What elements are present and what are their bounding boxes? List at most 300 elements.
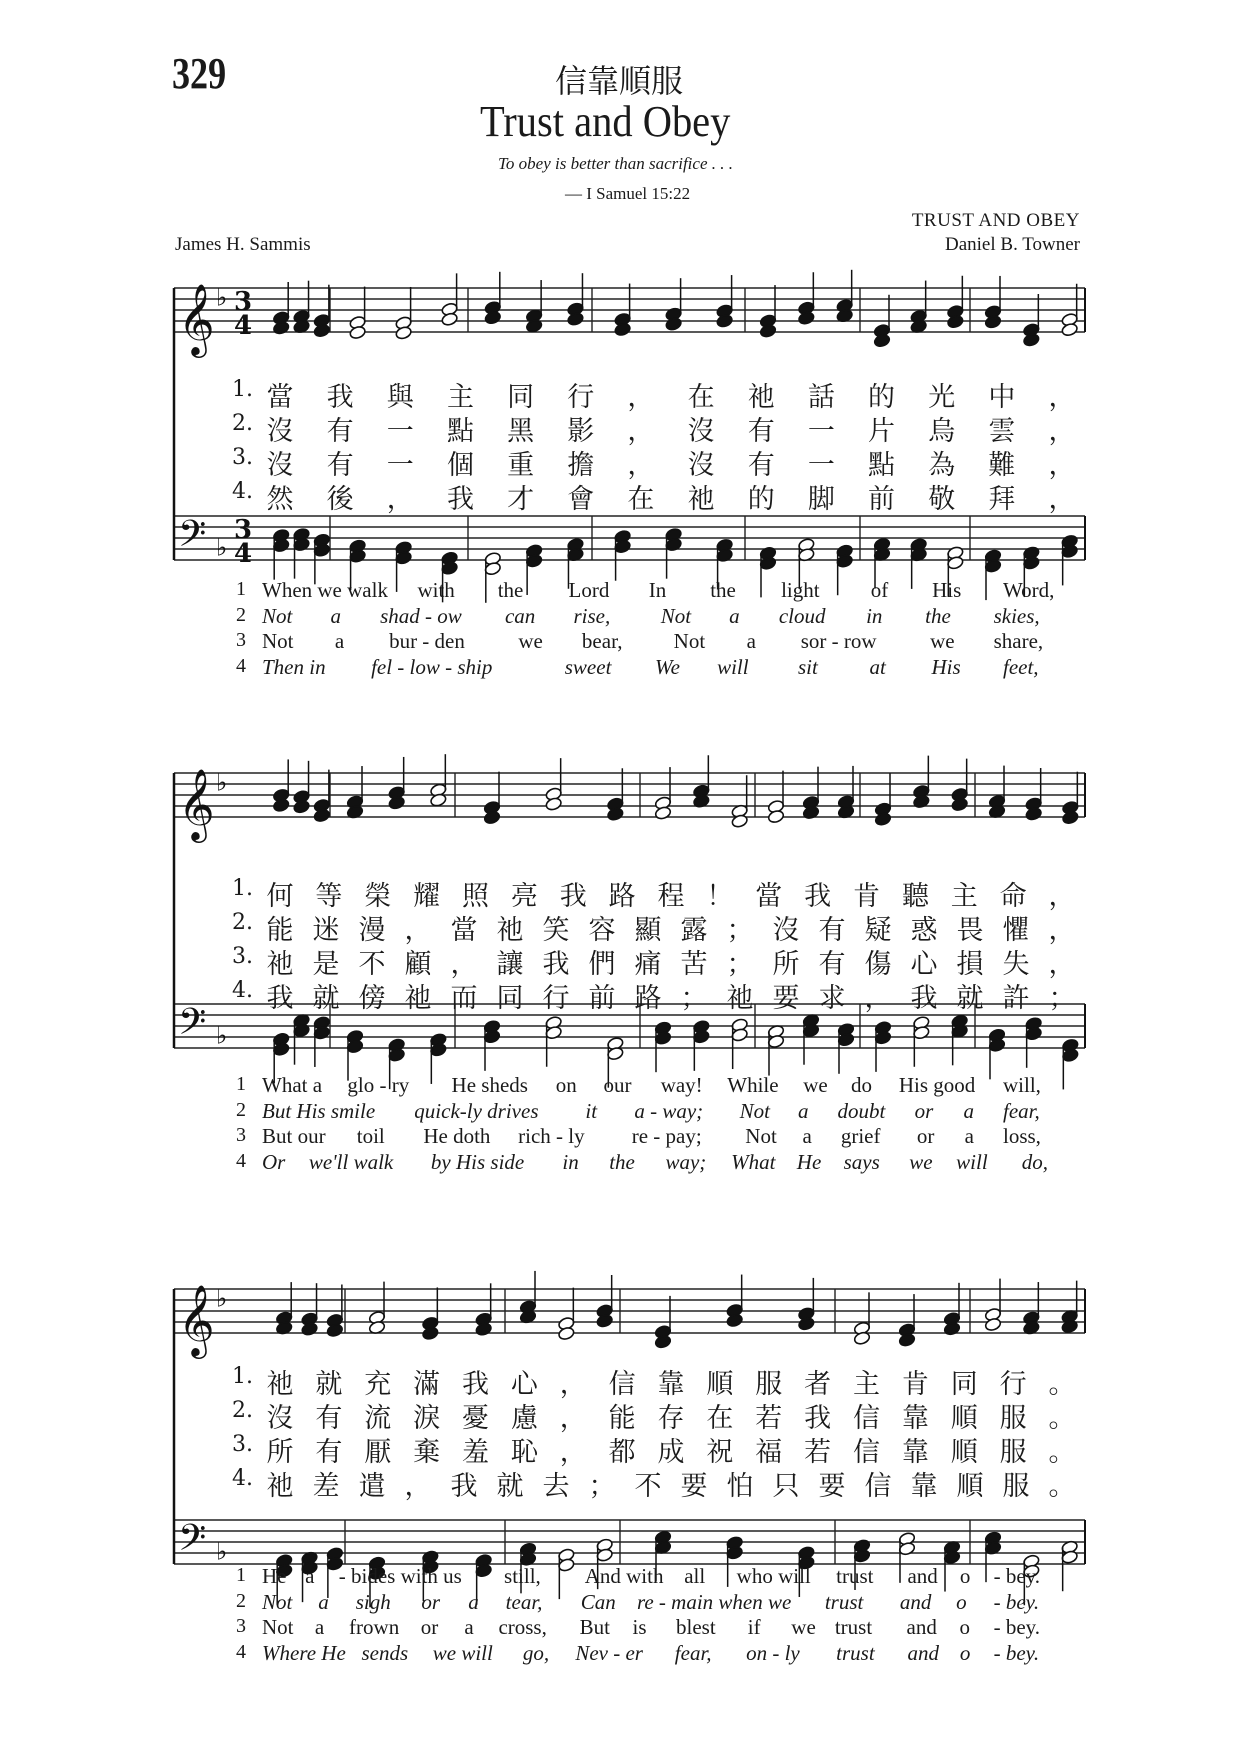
zh-character: 行 [567, 382, 595, 413]
zh-character: 一 [386, 450, 414, 481]
zh-character: 路 [634, 983, 662, 1014]
zh-character: 祂 [747, 382, 775, 413]
treble-clef: 𝄞 [178, 282, 215, 355]
zh-character: 心 [910, 949, 938, 980]
zh-character: 服 [999, 1437, 1027, 1468]
zh-character: 就 [315, 1369, 343, 1400]
en-lyric-word: will, [1003, 1073, 1041, 1097]
en-lyric-word: re - main when we [636, 1589, 792, 1614]
zh-character: ， [1048, 949, 1076, 980]
en-lyric-word: toil [356, 1124, 385, 1148]
zh-character: 順 [950, 1437, 978, 1468]
en-lyric-word: way! [660, 1073, 703, 1097]
en-lyric-word: But [579, 1615, 610, 1639]
zh-character: ， [1048, 881, 1076, 912]
zh-character: ； [588, 1471, 616, 1502]
en-verse-number: 2 [236, 603, 246, 626]
en-verse-number: 2 [236, 1098, 246, 1121]
en-lyric-word: will [717, 654, 749, 679]
en-verse-number: 3 [236, 629, 246, 651]
en-lyric-word: Not [660, 603, 692, 628]
flat-sign: ♭ [216, 768, 228, 797]
en-lyric-word: a [729, 603, 740, 628]
bass-clef: 𝄢 [178, 1001, 207, 1052]
en-lyric-word: His [931, 654, 961, 679]
zh-character: 靠 [910, 1471, 938, 1502]
en-lyric-word: a [964, 1124, 974, 1148]
composer: Daniel B. Towner [945, 234, 1080, 255]
zh-character: 同 [507, 382, 535, 413]
en-lyric-word: His [932, 578, 962, 602]
en-lyric-word: or [914, 1098, 934, 1123]
tune-name: TRUST AND OBEY [911, 210, 1080, 231]
en-lyric-word: who will [736, 1564, 811, 1588]
zh-character: ， [627, 382, 655, 413]
zh-character: 能 [266, 915, 294, 946]
zh-character: 我 [462, 1369, 489, 1400]
zh-character: 要 [680, 1471, 708, 1502]
zh-character: 能 [608, 1403, 636, 1434]
zh-character: 去 [542, 1471, 570, 1502]
zh-character: 當 [266, 382, 294, 413]
zh-character: 靠 [901, 1403, 929, 1434]
zh-character: 一 [807, 450, 835, 481]
zh-character: 耀 [413, 881, 441, 912]
en-lyric-word: Then in [262, 654, 326, 679]
en-lyric-word: with [417, 578, 455, 602]
zh-character: 福 [755, 1437, 783, 1468]
en-lyric-word: sends [361, 1640, 409, 1665]
en-lyric-word: and [906, 1615, 937, 1639]
zh-character: 。 [1048, 1369, 1076, 1400]
en-lyric-word: and [907, 1564, 938, 1588]
zh-character: 在 [627, 484, 655, 515]
lyricist: James H. Sammis [175, 234, 311, 255]
zh-character: 信 [853, 1403, 880, 1434]
en-lyric-word: He [796, 1149, 822, 1174]
en-lyric-word: Not [262, 629, 294, 653]
zh-character: 。 [1048, 1437, 1076, 1468]
zh-character: 行 [999, 1369, 1027, 1400]
en-lyric-word: can [504, 603, 536, 628]
en-lyric-word: - bides with us [338, 1564, 462, 1588]
en-lyric-word: do, [1021, 1149, 1049, 1174]
en-lyric-word: bur - den [389, 629, 465, 653]
epigraph: To obey is better than sacrifice . . . [498, 154, 733, 173]
zh-character: 而 [450, 983, 478, 1014]
scripture-citation: — I Samuel 15:22 [565, 184, 691, 203]
zh-character: 憂 [462, 1403, 489, 1434]
en-lyric-word: a [305, 1564, 315, 1588]
zh-character: 服 [999, 1403, 1027, 1434]
zh-character: 我 [542, 949, 570, 980]
zh-character: 沒 [772, 915, 800, 946]
zh-character: 祂 [266, 1471, 294, 1502]
zh-character: 點 [446, 416, 474, 447]
zh-verse-number: 4. [232, 479, 253, 504]
zh-character: 恥 [510, 1437, 538, 1468]
en-lyric-word: Or [262, 1149, 286, 1174]
zh-character: 羞 [462, 1437, 489, 1468]
en-lyric-word: - bey. [993, 1615, 1041, 1639]
en-lyric-word: What a [262, 1073, 323, 1097]
zh-character: ， [1048, 484, 1076, 515]
zh-character: 祂 [266, 949, 294, 980]
zh-character: ； [726, 915, 754, 946]
en-lyric-word: While [727, 1073, 779, 1097]
en-lyric-word: Nev - er [575, 1640, 643, 1665]
en-lyric-word: at [869, 654, 886, 679]
bass-clef: 𝄢 [178, 1517, 207, 1568]
zh-character: 就 [956, 983, 984, 1014]
zh-verse-number: 3. [232, 445, 253, 470]
zh-character: 許 [1002, 983, 1030, 1014]
en-lyric-word: tear, [505, 1589, 543, 1614]
zh-character: ， [386, 484, 414, 515]
zh-character: ， [404, 915, 432, 946]
en-lyric-word: quick-ly drives [414, 1098, 539, 1123]
zh-character: 擔 [567, 450, 595, 481]
zh-verse-number: 1. [232, 377, 253, 402]
zh-character: ， [1048, 416, 1076, 447]
zh-character: 何 [266, 881, 294, 912]
en-lyric-word: sit [797, 654, 818, 679]
zh-character: 服 [755, 1369, 783, 1400]
time-signature-bottom: 4 [234, 311, 253, 341]
en-lyric-word: our [603, 1073, 632, 1097]
zh-character: 損 [956, 949, 984, 980]
zh-character: 靠 [901, 1437, 929, 1468]
en-lyric-word: a [314, 1615, 325, 1639]
zh-character: 要 [818, 1471, 846, 1502]
en-lyric-word: - bey. [993, 1640, 1040, 1665]
zh-character: 充 [364, 1369, 392, 1400]
en-lyric-word: Not [739, 1098, 770, 1123]
chinese-title: 信靠順服 [555, 62, 684, 100]
zh-character: 沒 [266, 1403, 294, 1434]
zh-character: 惑 [910, 915, 938, 946]
zh-character: 成 [657, 1437, 685, 1468]
en-lyric-word: by His side [430, 1149, 525, 1174]
zh-character: 後 [326, 484, 354, 515]
zh-character: 我 [450, 1471, 478, 1502]
en-lyric-word: fear, [1003, 1098, 1040, 1123]
zh-character: 淚 [413, 1403, 441, 1434]
zh-character: 求 [818, 983, 846, 1014]
flat-sign: ♭ [216, 1537, 228, 1566]
zh-character: 沒 [687, 416, 715, 447]
zh-character: 的 [868, 382, 896, 413]
en-lyric-word: still, [504, 1564, 541, 1588]
zh-character: 沒 [687, 450, 715, 481]
zh-character: 才 [507, 484, 535, 515]
flat-sign: ♭ [216, 1021, 228, 1050]
english-title: Trust and Obey [480, 97, 731, 146]
zh-character: 遣 [358, 1471, 386, 1502]
en-lyric-word: a [963, 1098, 974, 1123]
zh-character: 漫 [358, 915, 386, 946]
zh-character: ， [864, 983, 892, 1014]
zh-character: ， [627, 416, 655, 447]
en-lyric-word: trust [836, 1564, 874, 1588]
en-lyric-word: re - pay; [631, 1124, 702, 1148]
zh-character: 流 [364, 1403, 392, 1434]
zh-character: 笑 [542, 915, 570, 946]
en-lyric-word: And with [584, 1564, 664, 1588]
en-lyric-word: trust [834, 1615, 873, 1639]
en-lyric-word: Not [673, 629, 706, 653]
en-lyric-word: rich - ly [518, 1124, 585, 1148]
en-lyric-word: says [843, 1149, 880, 1174]
en-lyric-word: What [731, 1149, 776, 1174]
en-lyric-word: shad - ow [380, 603, 462, 628]
en-lyric-word: the [609, 1149, 635, 1174]
en-lyric-word: He sheds [451, 1073, 528, 1097]
zh-character: 我 [266, 983, 294, 1014]
zh-character: 傷 [864, 949, 892, 980]
en-lyric-word: loss, [1003, 1124, 1041, 1148]
en-lyric-word: Lord [568, 578, 610, 602]
en-lyric-word: cloud [778, 603, 826, 628]
zh-character: 主 [950, 881, 978, 912]
zh-character: ， [1048, 382, 1076, 413]
zh-character: 所 [266, 1437, 294, 1468]
en-lyric-word: or [420, 1615, 439, 1639]
zh-character: 失 [1002, 949, 1030, 980]
en-lyric-word: feet, [1003, 654, 1039, 679]
en-lyric-word: Can [580, 1589, 616, 1614]
zh-verse-number: 1. [232, 1364, 253, 1389]
zh-verse-number: 2. [232, 411, 253, 436]
en-lyric-word: blest [676, 1615, 716, 1639]
en-lyric-word: or [916, 1124, 935, 1148]
en-lyric-word: on - ly [746, 1640, 800, 1665]
en-lyric-word: light [781, 578, 820, 602]
en-lyric-word: we [909, 1149, 933, 1174]
en-lyric-word: we will [432, 1640, 493, 1665]
zh-character: 亮 [510, 881, 538, 912]
en-lyric-word: Not [745, 1124, 777, 1148]
zh-character: 片 [868, 416, 896, 447]
en-lyric-word: of [870, 578, 889, 602]
en-lyric-word: doubt [837, 1098, 886, 1123]
zh-character: 同 [950, 1369, 978, 1400]
en-lyric-word: a [468, 1589, 479, 1614]
zh-character: 沒 [266, 416, 294, 447]
zh-character: ， [1048, 915, 1076, 946]
en-verse-number: 1 [236, 1564, 246, 1586]
zh-character: 要 [772, 983, 800, 1014]
en-lyric-word: But His smile [262, 1098, 376, 1123]
zh-character: 畏 [956, 915, 984, 946]
zh-character: 們 [588, 949, 616, 980]
en-lyric-word: in [562, 1149, 579, 1174]
en-verse-number: 4 [236, 654, 246, 677]
zh-character: 顯 [634, 915, 662, 946]
zh-character: ， [559, 1369, 587, 1400]
en-lyric-word: and [907, 1640, 939, 1665]
en-lyric-word: a [746, 629, 756, 653]
zh-character: 不 [358, 949, 386, 980]
zh-character: 順 [950, 1403, 978, 1434]
zh-character: 個 [446, 450, 474, 481]
zh-character: 順 [956, 1471, 984, 1502]
en-lyric-word: trust [824, 1589, 864, 1614]
zh-character: 祂 [726, 983, 754, 1014]
zh-character: 信 [853, 1437, 880, 1468]
zh-character: 當 [755, 881, 783, 912]
en-verse-number: 1 [236, 578, 246, 600]
zh-character: ， [1048, 450, 1076, 481]
en-lyric-word: o [956, 1589, 967, 1614]
en-lyric-word: glo - ry [347, 1073, 410, 1097]
en-lyric-word: o [959, 1640, 971, 1665]
zh-character: 所 [772, 949, 800, 980]
en-lyric-word: if [747, 1615, 761, 1639]
time-signature-top: 3 [234, 515, 253, 545]
zh-character: 若 [755, 1403, 783, 1434]
flat-sign: ♭ [216, 1284, 228, 1313]
zh-character: 有 [326, 450, 354, 481]
en-lyric-word: we [803, 1073, 828, 1097]
en-lyric-word: and [899, 1589, 932, 1614]
zh-character: 容 [588, 915, 616, 946]
en-lyric-word: do [851, 1073, 873, 1097]
en-lyric-word: the [925, 603, 951, 628]
zh-verse-number: 2. [232, 910, 253, 935]
zh-character: 有 [818, 949, 846, 980]
zh-character: 慮 [510, 1403, 538, 1434]
en-lyric-word: - bey. [993, 1564, 1041, 1588]
zh-character: ！ [706, 881, 734, 912]
zh-character: 有 [818, 915, 846, 946]
zh-character: 烏 [928, 416, 956, 447]
zh-character: 主 [446, 382, 474, 413]
zh-character: ， [404, 1471, 432, 1502]
zh-verse-number: 2. [232, 1398, 253, 1423]
zh-character: 我 [804, 1403, 832, 1434]
en-lyric-word: He [262, 1564, 287, 1588]
zh-character: 信 [608, 1369, 636, 1400]
zh-character: 光 [928, 382, 956, 413]
en-lyric-word: a [802, 1124, 812, 1148]
en-lyric-word: grief [840, 1124, 881, 1148]
en-lyric-word: a [334, 629, 345, 653]
en-lyric-word: the [497, 578, 524, 602]
en-lyric-word: we [930, 629, 955, 653]
en-lyric-word: bear, [581, 629, 623, 653]
en-lyric-word: - bey. [993, 1589, 1040, 1614]
zh-character: 榮 [364, 881, 392, 912]
zh-character: 都 [608, 1437, 636, 1468]
en-lyric-word: Word, [1003, 578, 1055, 602]
zh-character: 疑 [864, 915, 892, 946]
en-lyric-word: in [866, 603, 883, 628]
en-lyric-word: cross, [498, 1615, 547, 1639]
en-lyric-word: He doth [423, 1124, 491, 1148]
zh-character: 我 [446, 484, 474, 515]
zh-character: 心 [510, 1369, 538, 1400]
zh-character: 祂 [404, 983, 432, 1014]
en-lyric-word: is [632, 1615, 647, 1639]
zh-character: 我 [804, 881, 832, 912]
zh-character: 不 [634, 1471, 662, 1502]
en-verse-number: 3 [236, 1615, 246, 1637]
zh-character: 前 [588, 983, 616, 1014]
zh-character: 當 [450, 915, 478, 946]
zh-character: 前 [868, 484, 896, 515]
en-lyric-word: rise, [573, 603, 611, 628]
zh-verse-number: 1. [232, 876, 253, 901]
zh-character: 脚 [807, 484, 835, 515]
flat-sign: ♭ [216, 533, 228, 562]
zh-character: ； [726, 949, 754, 980]
en-lyric-word: Not [262, 1589, 293, 1614]
zh-character: 就 [312, 983, 340, 1014]
en-lyric-word: sigh [355, 1589, 391, 1614]
zh-character: 只 [772, 1471, 800, 1502]
en-lyric-word: When we walk [262, 578, 388, 602]
en-lyric-word: trust [836, 1640, 875, 1665]
zh-character: 是 [312, 949, 340, 980]
en-lyric-word: all [684, 1564, 706, 1588]
en-lyric-word: Where He [262, 1640, 346, 1665]
zh-character: 肯 [901, 1369, 929, 1400]
treble-clef: 𝄞 [178, 767, 215, 840]
zh-character: ， [559, 1403, 587, 1434]
zh-character: 黑 [507, 416, 535, 447]
en-lyric-word: the [710, 578, 736, 602]
zh-character: 怕 [726, 1471, 754, 1502]
en-lyric-word: a [318, 1589, 329, 1614]
zh-character: 主 [853, 1369, 880, 1400]
en-lyric-word: we [518, 629, 543, 653]
zh-character: 有 [326, 416, 354, 447]
zh-character: 有 [315, 1437, 343, 1468]
zh-character: 為 [928, 450, 956, 481]
zh-character: 拜 [988, 484, 1016, 515]
zh-character: 滿 [413, 1369, 441, 1400]
zh-character: 一 [807, 416, 835, 447]
zh-character: ； [1048, 983, 1076, 1014]
zh-character: 存 [657, 1403, 685, 1434]
zh-character: 迷 [312, 915, 340, 946]
zh-character: 棄 [413, 1437, 441, 1468]
time-signature-bottom: 4 [234, 539, 253, 569]
zh-character: 顧 [404, 949, 432, 980]
zh-character: 敬 [928, 484, 956, 515]
zh-character: 靠 [657, 1369, 685, 1400]
zh-character: 的 [747, 484, 775, 515]
en-lyric-word: skies, [993, 603, 1040, 628]
zh-character: ； [680, 983, 708, 1014]
en-lyric-word: a [797, 1098, 809, 1123]
zh-character: 有 [747, 416, 775, 447]
zh-character: 有 [747, 450, 775, 481]
zh-character: 一 [386, 416, 414, 447]
zh-character: 難 [988, 450, 1016, 481]
zh-character: 程 [657, 881, 685, 912]
zh-character: 差 [312, 1471, 340, 1502]
zh-character: 讓 [496, 949, 524, 980]
zh-character: 然 [266, 484, 294, 515]
time-signature-top: 3 [234, 287, 253, 317]
en-lyric-word: share, [993, 629, 1044, 653]
en-lyric-word: it [585, 1098, 598, 1123]
en-lyric-word: will [956, 1149, 988, 1174]
zh-character: 影 [567, 416, 595, 447]
zh-character: 話 [807, 382, 835, 413]
